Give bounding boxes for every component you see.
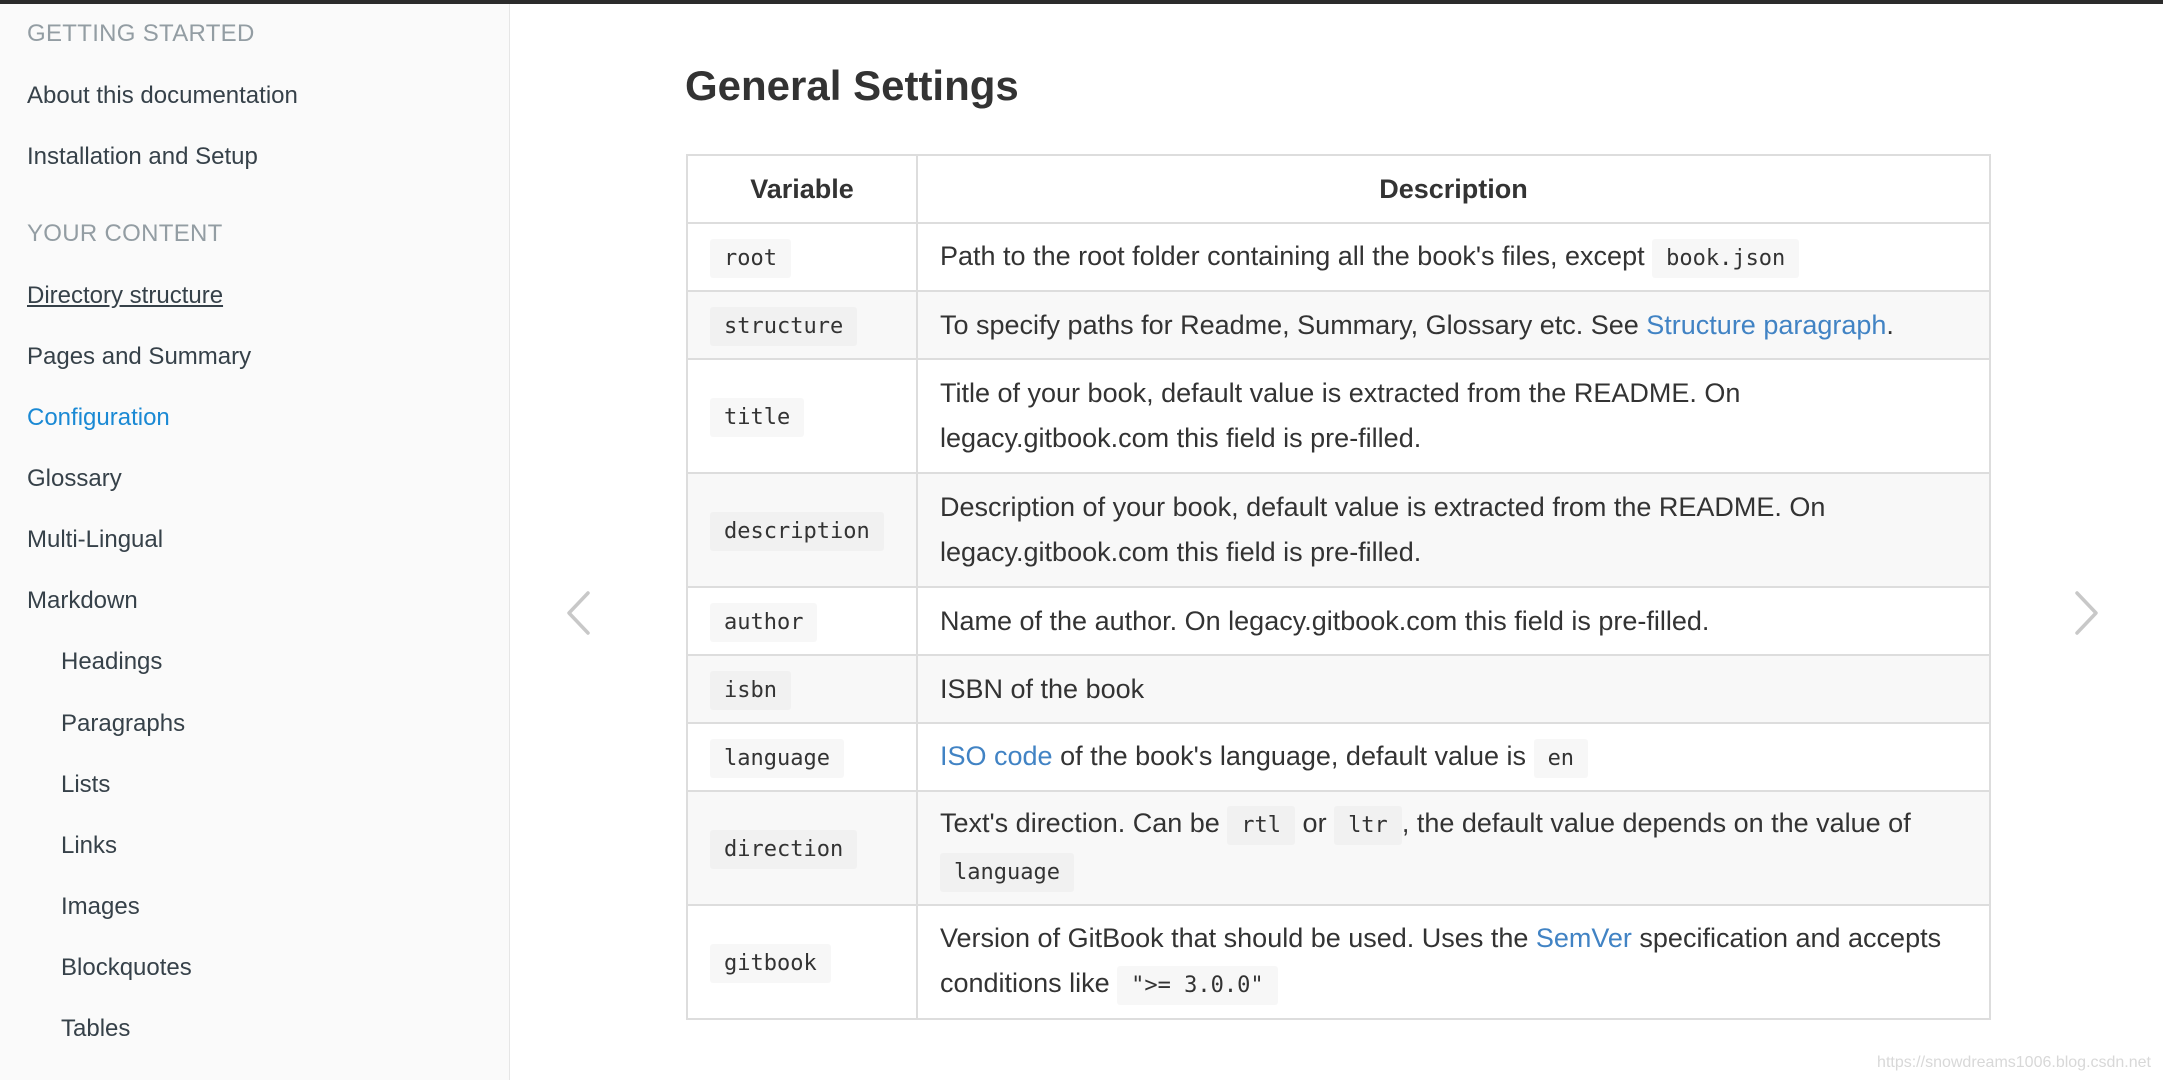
sidebar-item-markdown[interactable]: Markdown (27, 587, 138, 614)
description-cell: ISBN of the book (917, 655, 1990, 723)
table-row (687, 791, 1990, 905)
inline-code: en (1534, 739, 1589, 778)
sidebar-item-lists[interactable]: Lists (61, 771, 111, 798)
next-page-button[interactable] (2067, 578, 2107, 648)
sidebar-item-tables[interactable]: Tables (61, 1015, 131, 1042)
watermark: https://snowdreams1006.blog.csdn.net (1877, 1054, 2151, 1071)
sidebar-item-headings[interactable]: Headings (61, 648, 163, 675)
sidebar (0, 4, 510, 1080)
table-row (687, 587, 1990, 655)
structure-paragraph-link[interactable]: Structure paragraph (1646, 309, 1887, 340)
inline-code: ltr (1334, 806, 1402, 845)
description-cell: To specify paths for Readme, Summary, Glossary etc. See Structure paragraph. (917, 291, 1990, 359)
column-header-variable: Variable (687, 155, 917, 223)
sidebar-item-links[interactable]: Links (61, 832, 118, 859)
table-row (687, 291, 1990, 359)
sidebar-item-installation[interactable]: Installation and Setup (27, 143, 258, 170)
description-cell: Name of the author. On legacy.gitbook.com this field is pre-filled. (917, 587, 1990, 655)
variable-name: language (710, 739, 844, 778)
variable-name: isbn (710, 671, 791, 710)
sidebar-header-your-content: YOUR CONTENT (27, 220, 223, 247)
table-row (687, 223, 1990, 291)
prev-page-button[interactable] (558, 578, 598, 648)
sidebar-item-paragraphs[interactable]: Paragraphs (61, 710, 186, 737)
variable-name: gitbook (710, 944, 831, 983)
sidebar-item-pages-summary[interactable]: Pages and Summary (27, 343, 252, 370)
variable-name: structure (710, 307, 857, 346)
sidebar-header-getting-started: GETTING STARTED (27, 20, 255, 47)
table-row (687, 359, 1990, 473)
variable-name: title (710, 398, 804, 437)
description-cell: Description of your book, default value is extracted from the README. On legacy.gitbook.com this field is pre-filled. (917, 473, 1990, 587)
table-header-row (687, 155, 1990, 223)
semver-link[interactable]: SemVer (1535, 923, 1632, 953)
chevron-right-icon (2073, 590, 2101, 636)
sidebar-item-about[interactable]: About this documentation (27, 82, 298, 109)
variable-name: direction (710, 830, 857, 869)
table-row (687, 905, 1990, 1019)
variable-name: root (710, 239, 791, 278)
table-row (687, 723, 1990, 791)
sidebar-item-directory-structure[interactable]: Directory structure (27, 282, 224, 309)
sidebar-item-images[interactable]: Images (61, 893, 140, 920)
table-row (687, 655, 1990, 723)
chevron-left-icon (564, 590, 592, 636)
table-row (687, 473, 1990, 587)
page-title: General Settings (685, 62, 1019, 109)
inline-code: rtl (1227, 806, 1295, 845)
sidebar-item-blockquotes[interactable]: Blockquotes (61, 954, 192, 981)
description-cell: Text's direction. Can be rtl or ltr , the default value depends on the value of language (917, 791, 1990, 905)
column-header-description: Description (917, 155, 1990, 223)
iso-code-link[interactable]: ISO code (940, 740, 1053, 771)
description-cell: ISO code of the book's language, default value is en (917, 723, 1990, 791)
description-cell: Title of your book, default value is extracted from the README. On legacy.gitbook.com this field is pre-filled. (917, 359, 1990, 473)
description-cell: Version of GitBook that should be used. Uses the SemVer specification and accepts conditions like ">= 3.0.0" (917, 905, 1990, 1019)
inline-code: book.json (1652, 239, 1799, 278)
sidebar-item-glossary[interactable]: Glossary (27, 465, 122, 492)
variable-name: author (710, 603, 817, 642)
inline-code: language (940, 853, 1074, 892)
settings-table (686, 154, 1991, 1020)
main-content (510, 4, 2163, 1080)
inline-code: ">= 3.0.0" (1117, 966, 1277, 1005)
description-cell: Path to the root folder containing all the book's files, except book.json (917, 223, 1990, 291)
sidebar-item-multi-lingual[interactable]: Multi-Lingual (27, 526, 164, 553)
variable-name: description (710, 512, 884, 551)
sidebar-item-configuration[interactable]: Configuration (27, 404, 170, 431)
